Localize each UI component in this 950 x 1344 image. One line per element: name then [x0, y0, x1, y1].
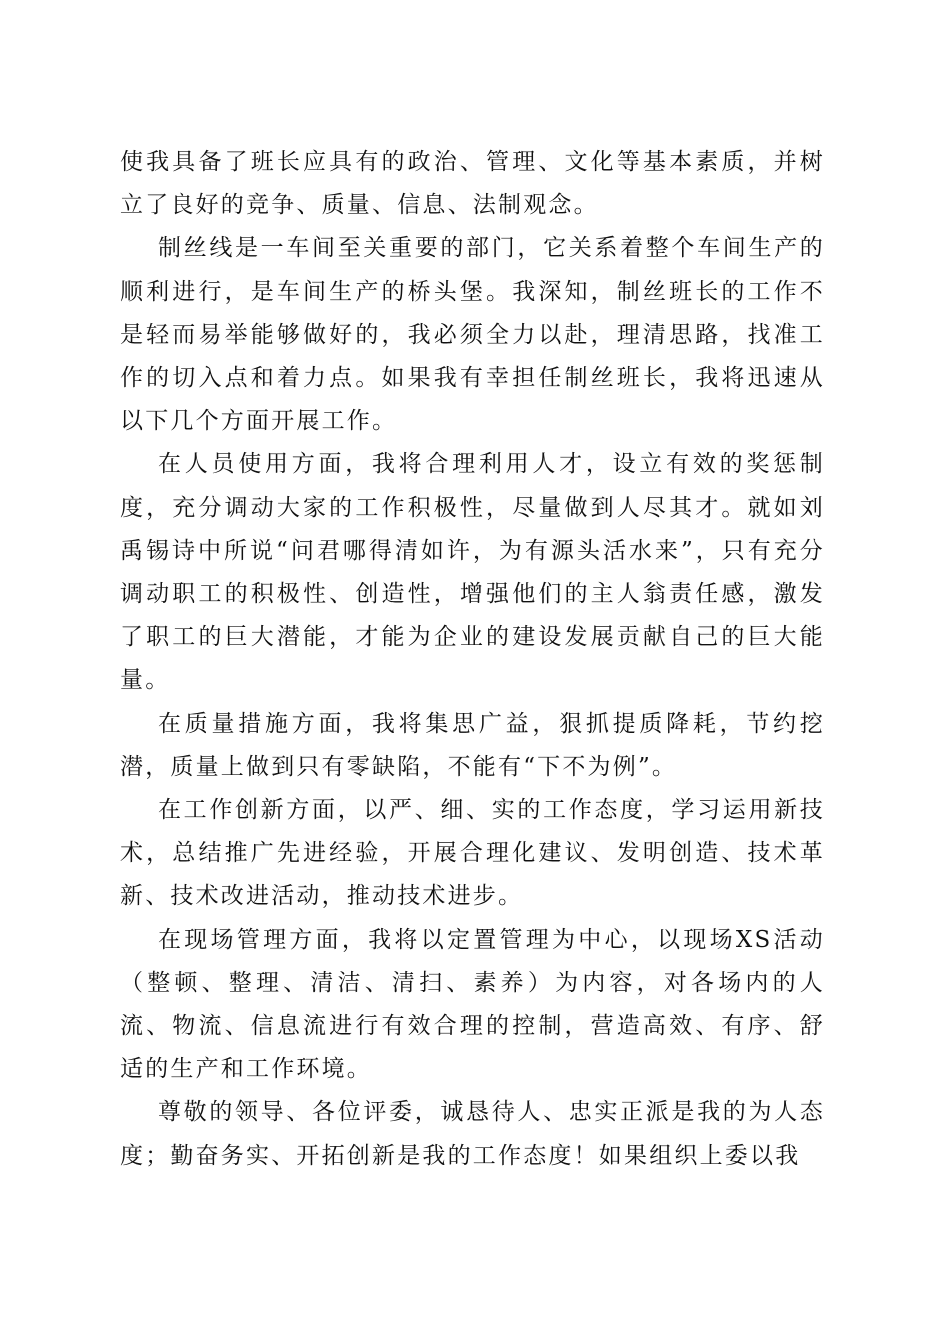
document-body	[120, 141, 825, 1178]
paragraph-continued: 使我具备了班长应具有的政治、管理、文化等基本素质，并树立了良好的竞争、质量、信息、法制观念。	[120, 149, 825, 219]
paragraph-personnel: 在人员使用方面，我将合理利用人才，设立有效的奖惩制度，充分调动大家的工作积极性，尽量做到人尽其才。就如刘禹锡诗中所说“问君哪得清如许，为有源头活水来”，只有充分调动职工的积极性、创造性，增强他们的主人翁责任感，激发了职工的巨大潜能，才能为企业的建设发展贡献自己的巨大能量。	[120, 451, 825, 694]
paragraph-quality: 在质量措施方面，我将集思广益，狠抓提质降耗，节约挖潜，质量上做到只有零缺陷，不能有“下不为例”。	[120, 710, 825, 780]
paragraph-production-line: 制丝线是一车间至关重要的部门，它关系着整个车间生产的顺利进行，是车间生产的桥头堡。我深知，制丝班长的工作不是轻而易举能够做好的，我必须全力以赴，理清思路，找准工作的切入点和着力点。如果我有幸担任制丝班长，我将迅速从以下几个方面开展工作。	[120, 235, 825, 435]
paragraph-closing: 尊敬的领导、各位评委，诚恳待人、忠实正派是我的为人态度；勤奋务实、开拓创新是我的工作态度！如果组织上委以我	[120, 1099, 825, 1169]
paragraph-innovation: 在工作创新方面，以严、细、实的工作态度，学习运用新技术，总结推广先进经验，开展合理化建议、发明创造、技术革新、技术改进活动，推动技术进步。	[120, 797, 825, 910]
paragraph-site-management: 在现场管理方面，我将以定置管理为中心，以现场XS活动（整顿、整理、清洁、清扫、素养）为内容，对各场内的人流、物流、信息流进行有效合理的控制，营造高效、有序、舒适的生产和工作环境。	[120, 926, 825, 1083]
